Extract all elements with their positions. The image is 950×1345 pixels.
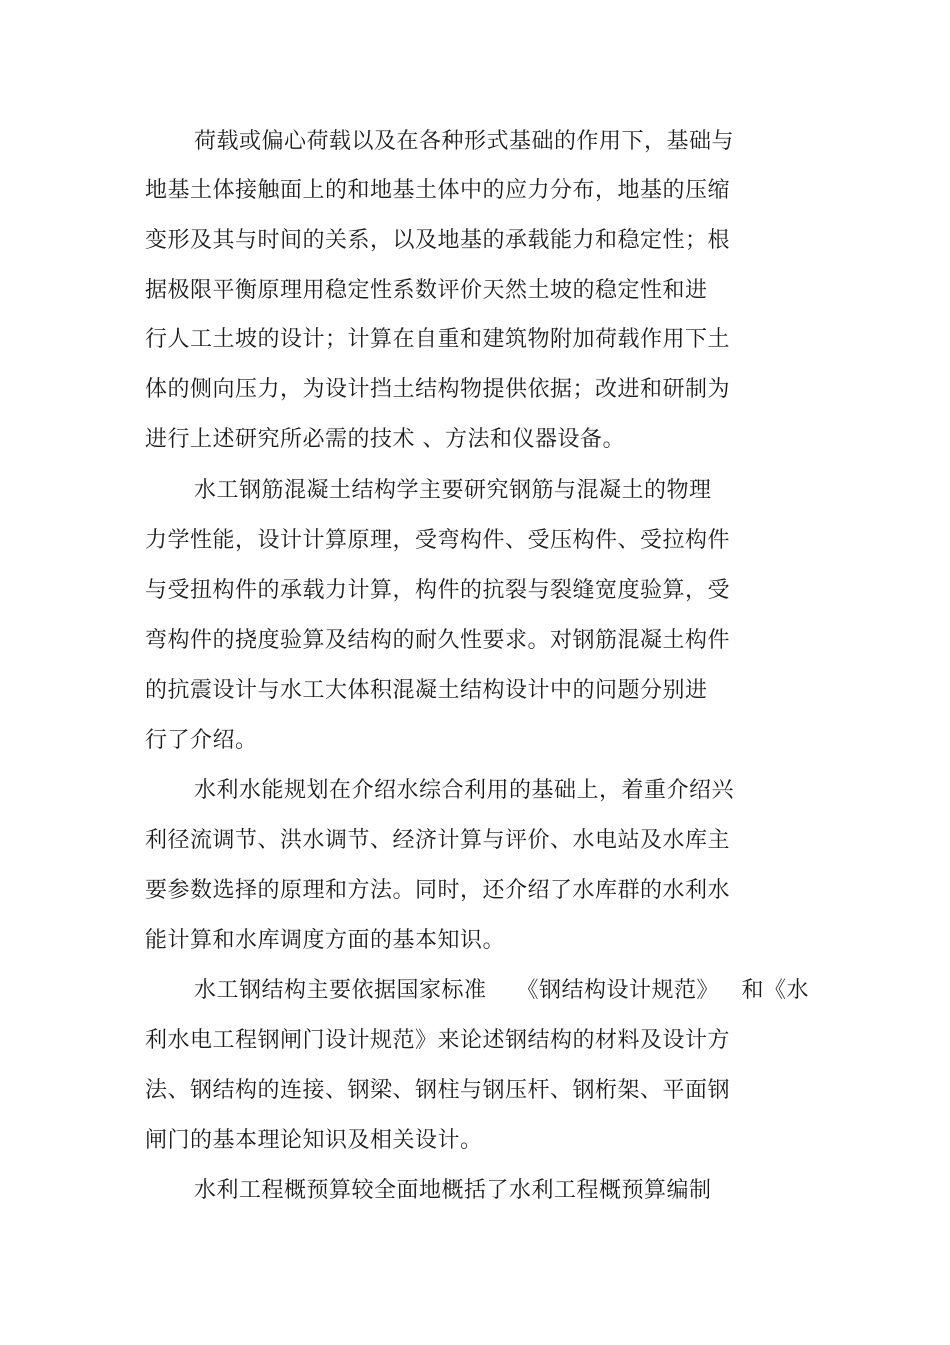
paragraph-1-line-5: 行人工土坡的设计；计算在自重和建筑物附加荷载作用下土 [145, 327, 731, 352]
paragraph-1-line-3: 变形及其与时间的关系，以及地基的承载能力和稳定性；根 [145, 228, 731, 253]
paragraph-2-line-3: 与受扭构件的承载力计算，构件的抗裂与裂缝宽度验算，受 [145, 578, 731, 603]
paragraph-1-line-7: 进行上述研究所必需的技术 、方法和仪器设备。 [145, 427, 625, 452]
paragraph-4-line-1: 水工钢结构主要依据国家标准 《钢结构设计规范》 和《水 [194, 978, 809, 1003]
paragraph-2-line-6: 行了介绍。 [145, 728, 258, 753]
paragraph-4-line-3: 法、钢结构的连接、钢梁、钢柱与钢压杆、钢桁架、平面钢 [145, 1078, 731, 1103]
paragraph-5-line-1: 水利工程概预算较全面地概括了水利工程概预算编制 [194, 1178, 712, 1203]
paragraph-1-line-6: 体的侧向压力，为设计挡土结构物提供依据；改进和研制为 [145, 377, 731, 402]
paragraph-2-line-4: 弯构件的挠度验算及结构的耐久性要求。对钢筋混凝土构件 [145, 628, 731, 653]
paragraph-3-line-1: 水利水能规划在介绍水综合利用的基础上，着重介绍兴 [194, 778, 735, 803]
paragraph-2-line-5: 的抗震设计与水工大体积混凝土结构设计中的问题分别进 [145, 678, 708, 703]
paragraph-2-line-1: 水工钢筋混凝土结构学主要研究钢筋与混凝土的物理 [194, 478, 712, 503]
paragraph-1-line-4: 据极限平衡原理用稳定性系数评价天然土坡的稳定性和进 [145, 278, 708, 303]
paragraph-4-line-2: 利水电工程钢闸门设计规范》来论述钢结构的材料及设计方 [145, 1028, 731, 1053]
paragraph-4-line-4: 闸门的基本理论知识及相关设计。 [145, 1128, 483, 1153]
paragraph-1-line-1: 荷载或偏心荷载以及在各种形式基础的作用下，基础与 [194, 129, 735, 154]
paragraph-1-line-2: 地基土体接触面上的和地基土体中的应力分布，地基的压缩 [145, 178, 731, 203]
paragraph-3-line-2: 利径流调节、洪水调节、经济计算与评价、水电站及水库主 [145, 828, 731, 853]
paragraph-3-line-3: 要参数选择的原理和方法。同时，还介绍了水库群的水利水 [145, 878, 731, 903]
paragraph-3-line-4: 能计算和水库调度方面的基本知识。 [145, 928, 506, 953]
paragraph-2-line-2: 力学性能，设计计算原理，受弯构件、受压构件、受拉构件 [145, 528, 731, 553]
